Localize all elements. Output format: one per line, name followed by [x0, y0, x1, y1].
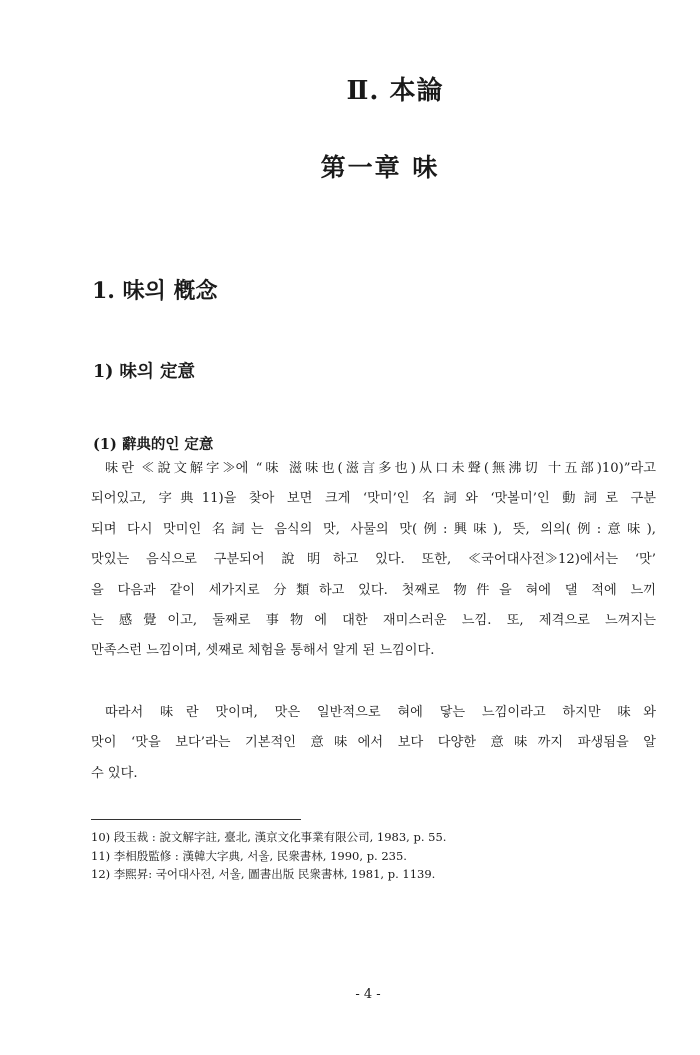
paragraph-line: 되며 다시 맛미인 名詞는 음식의 맛, 사물의 맛(例:興味), 뜻, 의의(例:意味), [91, 521, 656, 537]
footnote-divider [91, 819, 301, 820]
footnote-12: 12) 李熙昇: 국어대사전, 서울, 圖書出版 民衆書林, 1981, p. 1139. [91, 867, 436, 881]
subsection-title: 1) 味의 定意 [93, 362, 196, 382]
part-title: Ⅱ. 本論 [346, 76, 444, 106]
paragraph-line: 만족스런 느낌이며, 셋째로 체험을 통해서 알게 된 느낌이다. [91, 643, 435, 659]
footnote-10: 10) 段玉裁 : 說文解字註, 臺北, 漢京文化事業有限公司, 1983, p. 55. [91, 830, 447, 844]
paragraph-line: 수 있다. [91, 765, 138, 781]
page-number: - 4 - [355, 987, 381, 1002]
paragraph-line: 는 感覺이고, 둘째로 事物에 대한 재미스러운 느낌. 또, 제격으로 느껴지는 [91, 612, 656, 628]
paragraph-line: 되어있고, 字典11)을 찾아 보면 크게 ‘맛미’인 名詞와 ‘맛볼미’인 動詞로 구분 [91, 491, 656, 507]
paragraph-definition [91, 454, 656, 667]
section-title: 1. 味의 槪念 [92, 278, 218, 304]
footnote-11: 11) 李相殷監修 : 漢韓大字典, 서울, 民衆書林, 1990, p. 235. [91, 848, 407, 863]
subsubsection-title: (1) 辭典的인 定意 [93, 436, 214, 453]
paragraph-line: 을 다음과 같이 세가지로 分類하고 있다. 첫째로 物件을 혀에 댈 적에 느끼 [91, 582, 656, 598]
paragraph-conclusion [91, 698, 656, 789]
footnote-list [91, 828, 446, 884]
paragraph-line: 맛있는 음식으로 구분되어 說明하고 있다. 또한, ≪국어대사전≫12)에서는 ‘맛’ [91, 552, 656, 568]
paragraph-line: 味란 ≪說文解字≫에 “味 滋味也(滋言多也)从口未聲(無沸切 十五部)10)”라고 [105, 461, 656, 476]
chapter-title: 第一章 味 [320, 153, 440, 182]
paragraph-line: 따라서 味란 맛이며, 맛은 일반적으로 혀에 닿는 느낌이라고 하지만 味와 [105, 705, 656, 720]
paragraph-line: 맛이 ‘맛을 보다’라는 기본적인 意味에서 보다 다양한 意味까지 파생됨을 알 [91, 735, 656, 751]
